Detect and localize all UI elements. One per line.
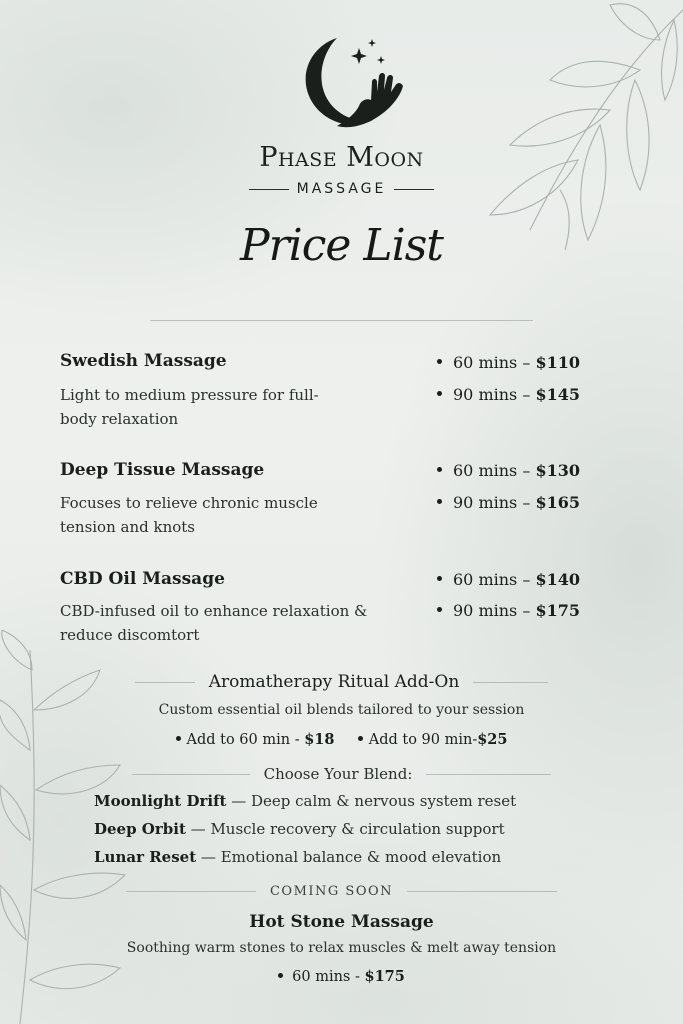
blend-name: Lunar Reset (94, 848, 197, 866)
blend-item (94, 848, 501, 866)
price-amount: $175 (535, 601, 580, 620)
divider (249, 189, 289, 190)
bullet-icon (437, 607, 442, 612)
price-duration: 60 mins - (292, 969, 360, 985)
divider (132, 774, 250, 775)
service-description: Light to medium pressure for full-body relaxation (60, 386, 319, 428)
bullet-icon (278, 973, 283, 978)
coming-soon-label: COMING SOON (269, 884, 394, 899)
divider (426, 774, 551, 775)
price-amount: $130 (535, 461, 580, 480)
bullet-icon (437, 576, 442, 581)
price-amount: $145 (535, 385, 580, 404)
price-duration: 60 mins – (453, 461, 531, 480)
blend-heading: Choose Your Blend: (263, 765, 413, 783)
service-name: Swedish Massage (60, 351, 227, 371)
page-title: Price List (240, 220, 443, 271)
blend-header (0, 765, 683, 783)
divider (150, 320, 533, 321)
divider (135, 682, 195, 683)
price-amount: $165 (535, 493, 580, 512)
price-duration: 90 mins – (453, 493, 531, 512)
blend-description: — Muscle recovery & circulation support (190, 820, 505, 838)
price-item (437, 385, 580, 404)
blend-item (94, 792, 516, 810)
blend-description: — Emotional balance & mood elevation (200, 848, 502, 866)
crescent-moon-hand-stars-icon (297, 34, 407, 134)
coming-soon-name: Hot Stone Massage (249, 912, 434, 932)
price-item (437, 493, 580, 512)
brand-name: Phase Moon (259, 142, 424, 173)
addon-options (0, 731, 683, 748)
bullet-icon (437, 467, 442, 472)
bullet-icon (437, 391, 442, 396)
service-name: CBD Oil Massage (60, 569, 225, 589)
bullet-icon (176, 736, 181, 741)
blend-description: — Deep calm & nervous system reset (231, 792, 517, 810)
blend-item (94, 820, 505, 838)
addon-option-label: Add to 90 min- (368, 732, 478, 748)
bullet-icon (437, 499, 442, 504)
divider (394, 189, 434, 190)
price-item (437, 570, 580, 589)
price-amount: $175 (364, 968, 405, 985)
divider (473, 682, 548, 683)
addon-option-label: Add to 60 min - (186, 732, 300, 748)
price-amount: $140 (535, 570, 580, 589)
price-item (437, 353, 580, 372)
price-amount: $110 (535, 353, 580, 372)
coming-soon-header (0, 884, 683, 899)
service-name: Deep Tissue Massage (60, 460, 265, 480)
bullet-icon (437, 359, 442, 364)
addon-option-amount: $25 (477, 731, 508, 748)
addon-option-amount: $18 (304, 731, 335, 748)
price-duration: 60 mins – (453, 353, 531, 372)
price-item (437, 461, 580, 480)
coming-soon-description: Soothing warm stones to relax muscles & melt away tension (126, 940, 557, 956)
brand-subtitle-text: MASSAGE (296, 181, 387, 197)
blend-name: Moonlight Drift (94, 792, 227, 810)
price-duration: 90 mins – (453, 601, 531, 620)
brand-subtitle (0, 179, 683, 199)
service-description: Focuses to relieve chronic muscle tension and knots (60, 494, 318, 536)
service-description: CBD-infused oil to enhance relaxation & reduce discomtort (60, 602, 368, 644)
addon-header (0, 672, 683, 692)
coming-soon-price (0, 968, 683, 985)
blend-name: Deep Orbit (94, 820, 186, 838)
addon-description: Custom essential oil blends tailored to your session (158, 702, 525, 718)
divider (407, 891, 557, 892)
addon-title: Aromatherapy Ritual Add-On (208, 672, 460, 692)
price-duration: 90 mins – (453, 385, 531, 404)
price-duration: 60 mins – (453, 570, 531, 589)
divider (126, 891, 256, 892)
bullet-icon (358, 736, 363, 741)
price-item (437, 601, 580, 620)
